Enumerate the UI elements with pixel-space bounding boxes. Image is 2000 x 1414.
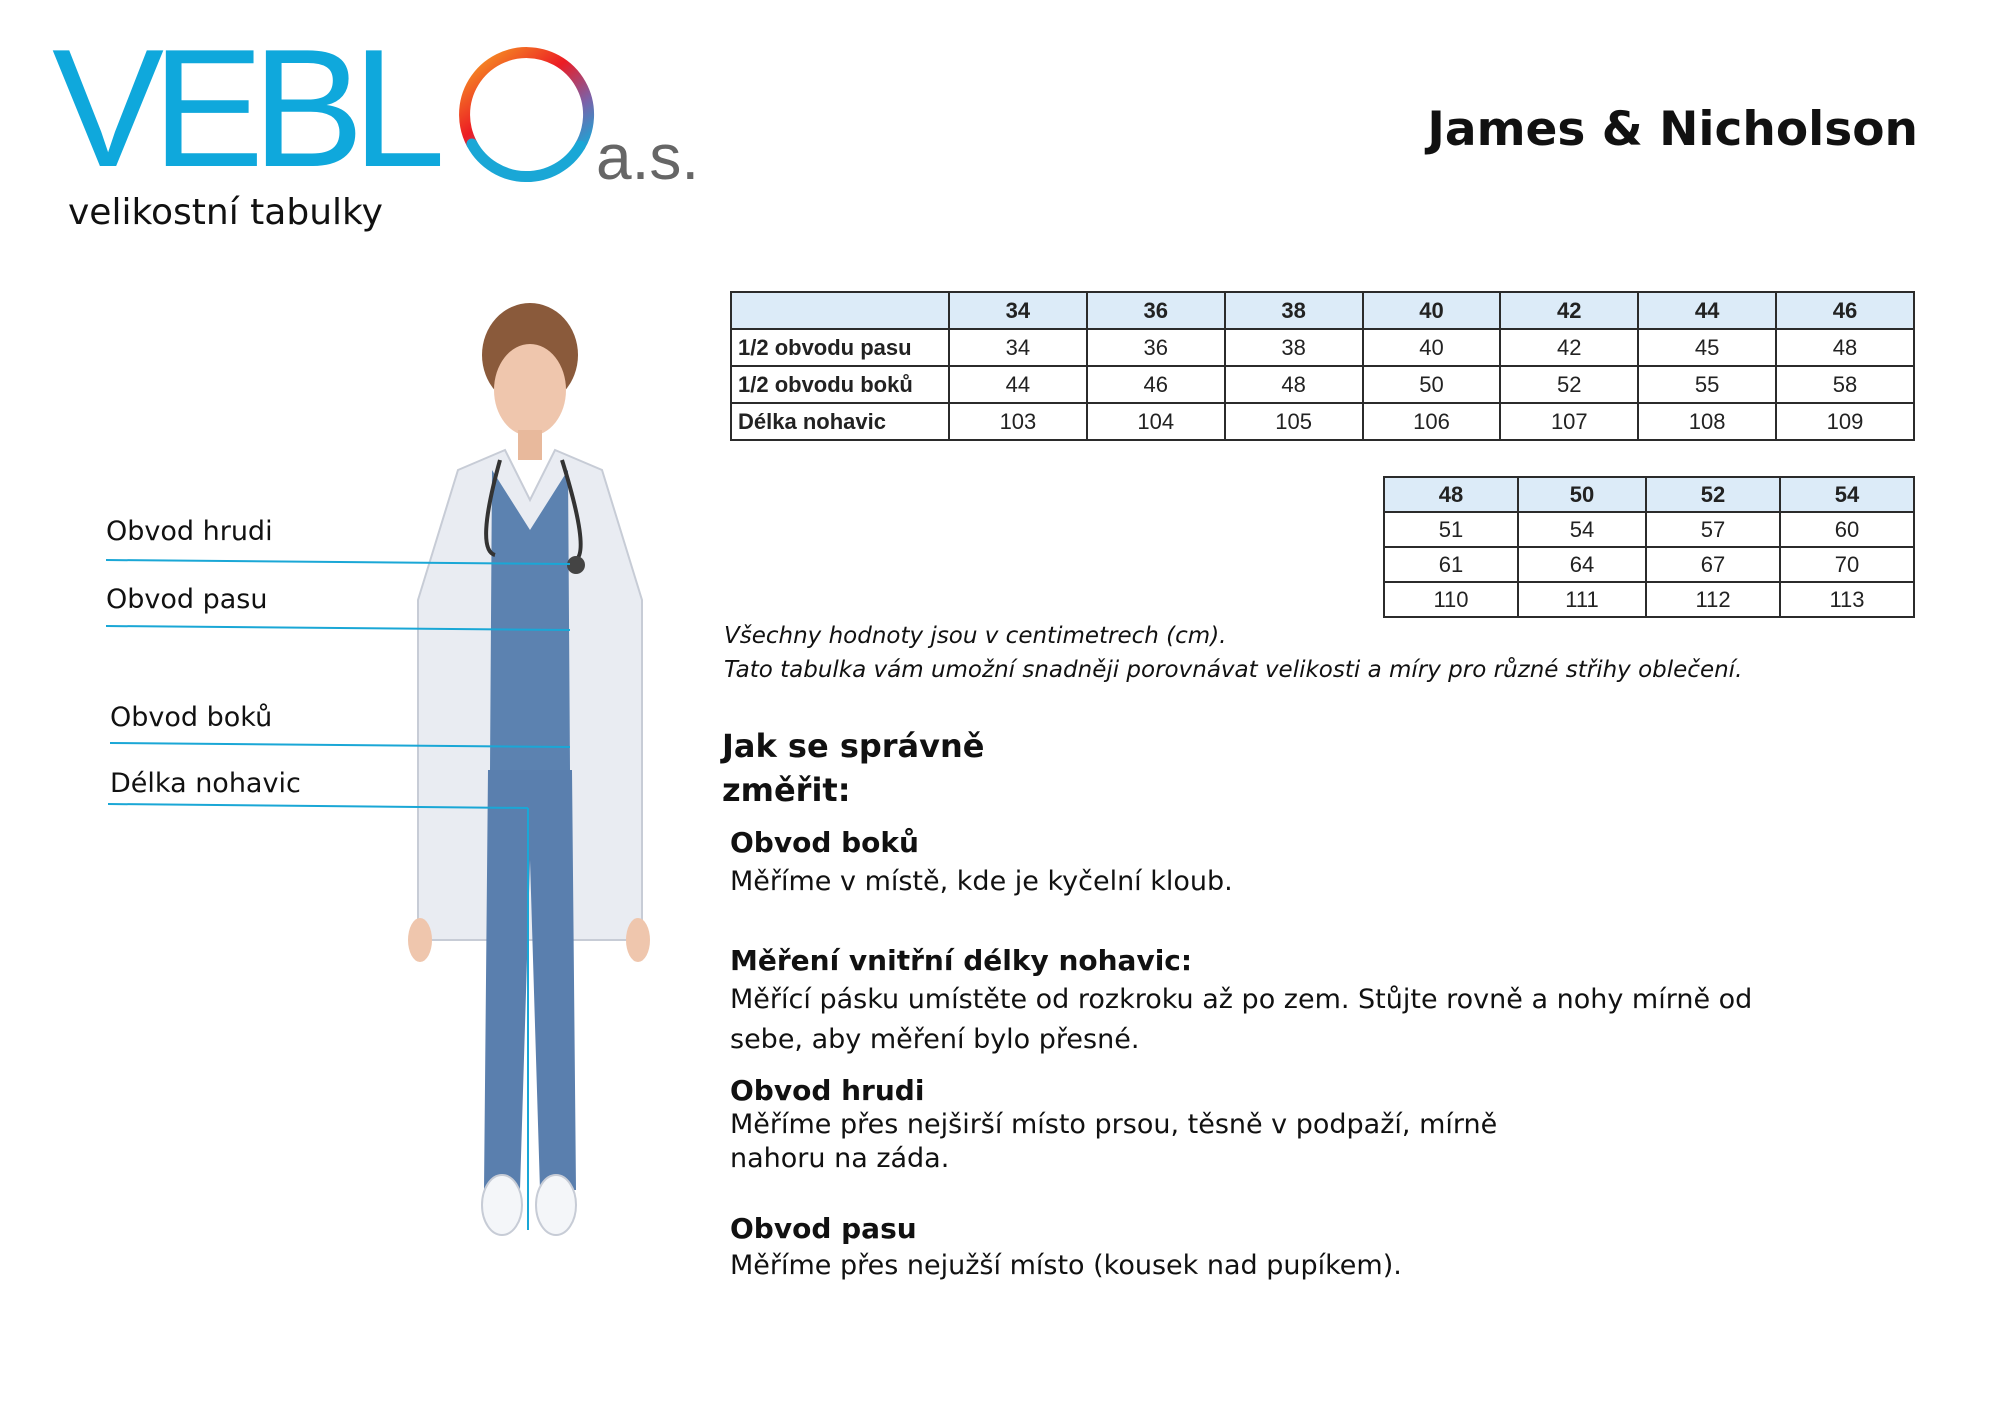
- table-cell: 107: [1500, 403, 1638, 440]
- compare-note: Tato tabulka vám umožní snadněji porovnávat velikosti a míry pro různé střihy oblečení.: [724, 657, 1743, 683]
- table-header-cell: 38: [1225, 292, 1363, 329]
- row-label: 1/2 obvodu pasu: [731, 329, 949, 366]
- table-cell: 51: [1384, 512, 1518, 547]
- table-cell: 40: [1363, 329, 1501, 366]
- table-header-cell: 54: [1780, 477, 1914, 512]
- table-cell: 108: [1638, 403, 1776, 440]
- size-table-main: [730, 291, 1915, 441]
- brand-title: James & Nicholson: [1427, 102, 1918, 157]
- table-cell: 109: [1776, 403, 1914, 440]
- table-cell: 104: [1087, 403, 1225, 440]
- table-header-cell: 50: [1518, 477, 1646, 512]
- table-header-cell: 40: [1363, 292, 1501, 329]
- table-cell: 111: [1518, 582, 1646, 617]
- table-cell: 48: [1225, 366, 1363, 403]
- table-cell: 64: [1518, 547, 1646, 582]
- section-body-inseam: Měřící pásku umístěte od rozkroku až po zem. Stůjte rovně a nohy mírně od sebe, aby měření bylo přesné.: [730, 984, 1753, 1055]
- table-header-cell: 52: [1646, 477, 1780, 512]
- guide-title: Jak se správně změřit:: [722, 727, 985, 809]
- table-row: [1384, 547, 1914, 582]
- table-cell: 46: [1087, 366, 1225, 403]
- section-title-waist: Obvod pasu: [730, 1212, 917, 1245]
- table-cell: 103: [949, 403, 1087, 440]
- table-header-row: [731, 292, 1914, 329]
- section-body-hips: Měříme v místě, kde je kyčelní kloub.: [730, 866, 1233, 897]
- table-cell: 110: [1384, 582, 1518, 617]
- section-title-hips: Obvod boků: [730, 826, 919, 859]
- vebl-logo: [52, 14, 700, 202]
- section-body-waist: Měříme přes nejužší místo (kousek nad pupíkem).: [730, 1250, 1402, 1281]
- table-cell: 113: [1780, 582, 1914, 617]
- table-cell: 106: [1363, 403, 1501, 440]
- table-cell: 57: [1646, 512, 1780, 547]
- table-cell: 44: [949, 366, 1087, 403]
- table-cell: 67: [1646, 547, 1780, 582]
- chest-line: [106, 560, 570, 564]
- table-row: [731, 366, 1914, 403]
- measure-lines: [100, 540, 600, 1240]
- logo-suffix: a.s.: [596, 121, 700, 193]
- table-cell: 36: [1087, 329, 1225, 366]
- label-waist: Obvod pasu: [106, 584, 268, 615]
- table-header-cell: 44: [1638, 292, 1776, 329]
- table-header-cell: 36: [1087, 292, 1225, 329]
- page-subtitle: velikostní tabulky: [68, 192, 383, 233]
- table-row: [1384, 512, 1914, 547]
- section-title-inseam: Měření vnitřní délky nohavic:: [730, 944, 1193, 977]
- table-cell: 52: [1500, 366, 1638, 403]
- table-header-row: [1384, 477, 1914, 512]
- table-cell: 54: [1518, 512, 1646, 547]
- row-label: 1/2 obvodu boků: [731, 366, 949, 403]
- table-cell: 60: [1780, 512, 1914, 547]
- table-row: [731, 329, 1914, 366]
- table-cell: 70: [1780, 547, 1914, 582]
- logo-ring-icon: [452, 34, 602, 184]
- table-cell: 50: [1363, 366, 1501, 403]
- table-cell: 55: [1638, 366, 1776, 403]
- table-row: [1384, 582, 1914, 617]
- section-title-chest: Obvod hrudi: [730, 1074, 925, 1107]
- hips-line: [110, 743, 570, 747]
- label-hips: Obvod boků: [110, 702, 273, 733]
- label-chest: Obvod hrudi: [106, 516, 273, 547]
- table-cell: 42: [1500, 329, 1638, 366]
- label-leg: Délka nohavic: [110, 768, 301, 799]
- table-cell: 58: [1776, 366, 1914, 403]
- table-cell: 34: [949, 329, 1087, 366]
- table-cell: 45: [1638, 329, 1776, 366]
- units-note: Všechny hodnoty jsou v centimetrech (cm).: [724, 623, 1227, 649]
- size-table-extended: [1383, 476, 1915, 618]
- table-header-cell: 34: [949, 292, 1087, 329]
- table-row: [731, 403, 1914, 440]
- table-header-cell: [731, 292, 949, 329]
- table-cell: 105: [1225, 403, 1363, 440]
- table-cell: 38: [1225, 329, 1363, 366]
- table-header-cell: 46: [1776, 292, 1914, 329]
- table-cell: 61: [1384, 547, 1518, 582]
- table-cell: 112: [1646, 582, 1780, 617]
- section-body-chest: Měříme přes nejširší místo prsou, těsně v podpaží, mírně nahoru na záda.: [730, 1109, 1498, 1174]
- logo-wordmark: VEBL: [52, 14, 434, 202]
- row-label: Délka nohavic: [731, 403, 949, 440]
- table-header-cell: 48: [1384, 477, 1518, 512]
- waist-line: [106, 626, 570, 630]
- table-cell: 48: [1776, 329, 1914, 366]
- table-header-cell: 42: [1500, 292, 1638, 329]
- leg-line: [108, 804, 528, 808]
